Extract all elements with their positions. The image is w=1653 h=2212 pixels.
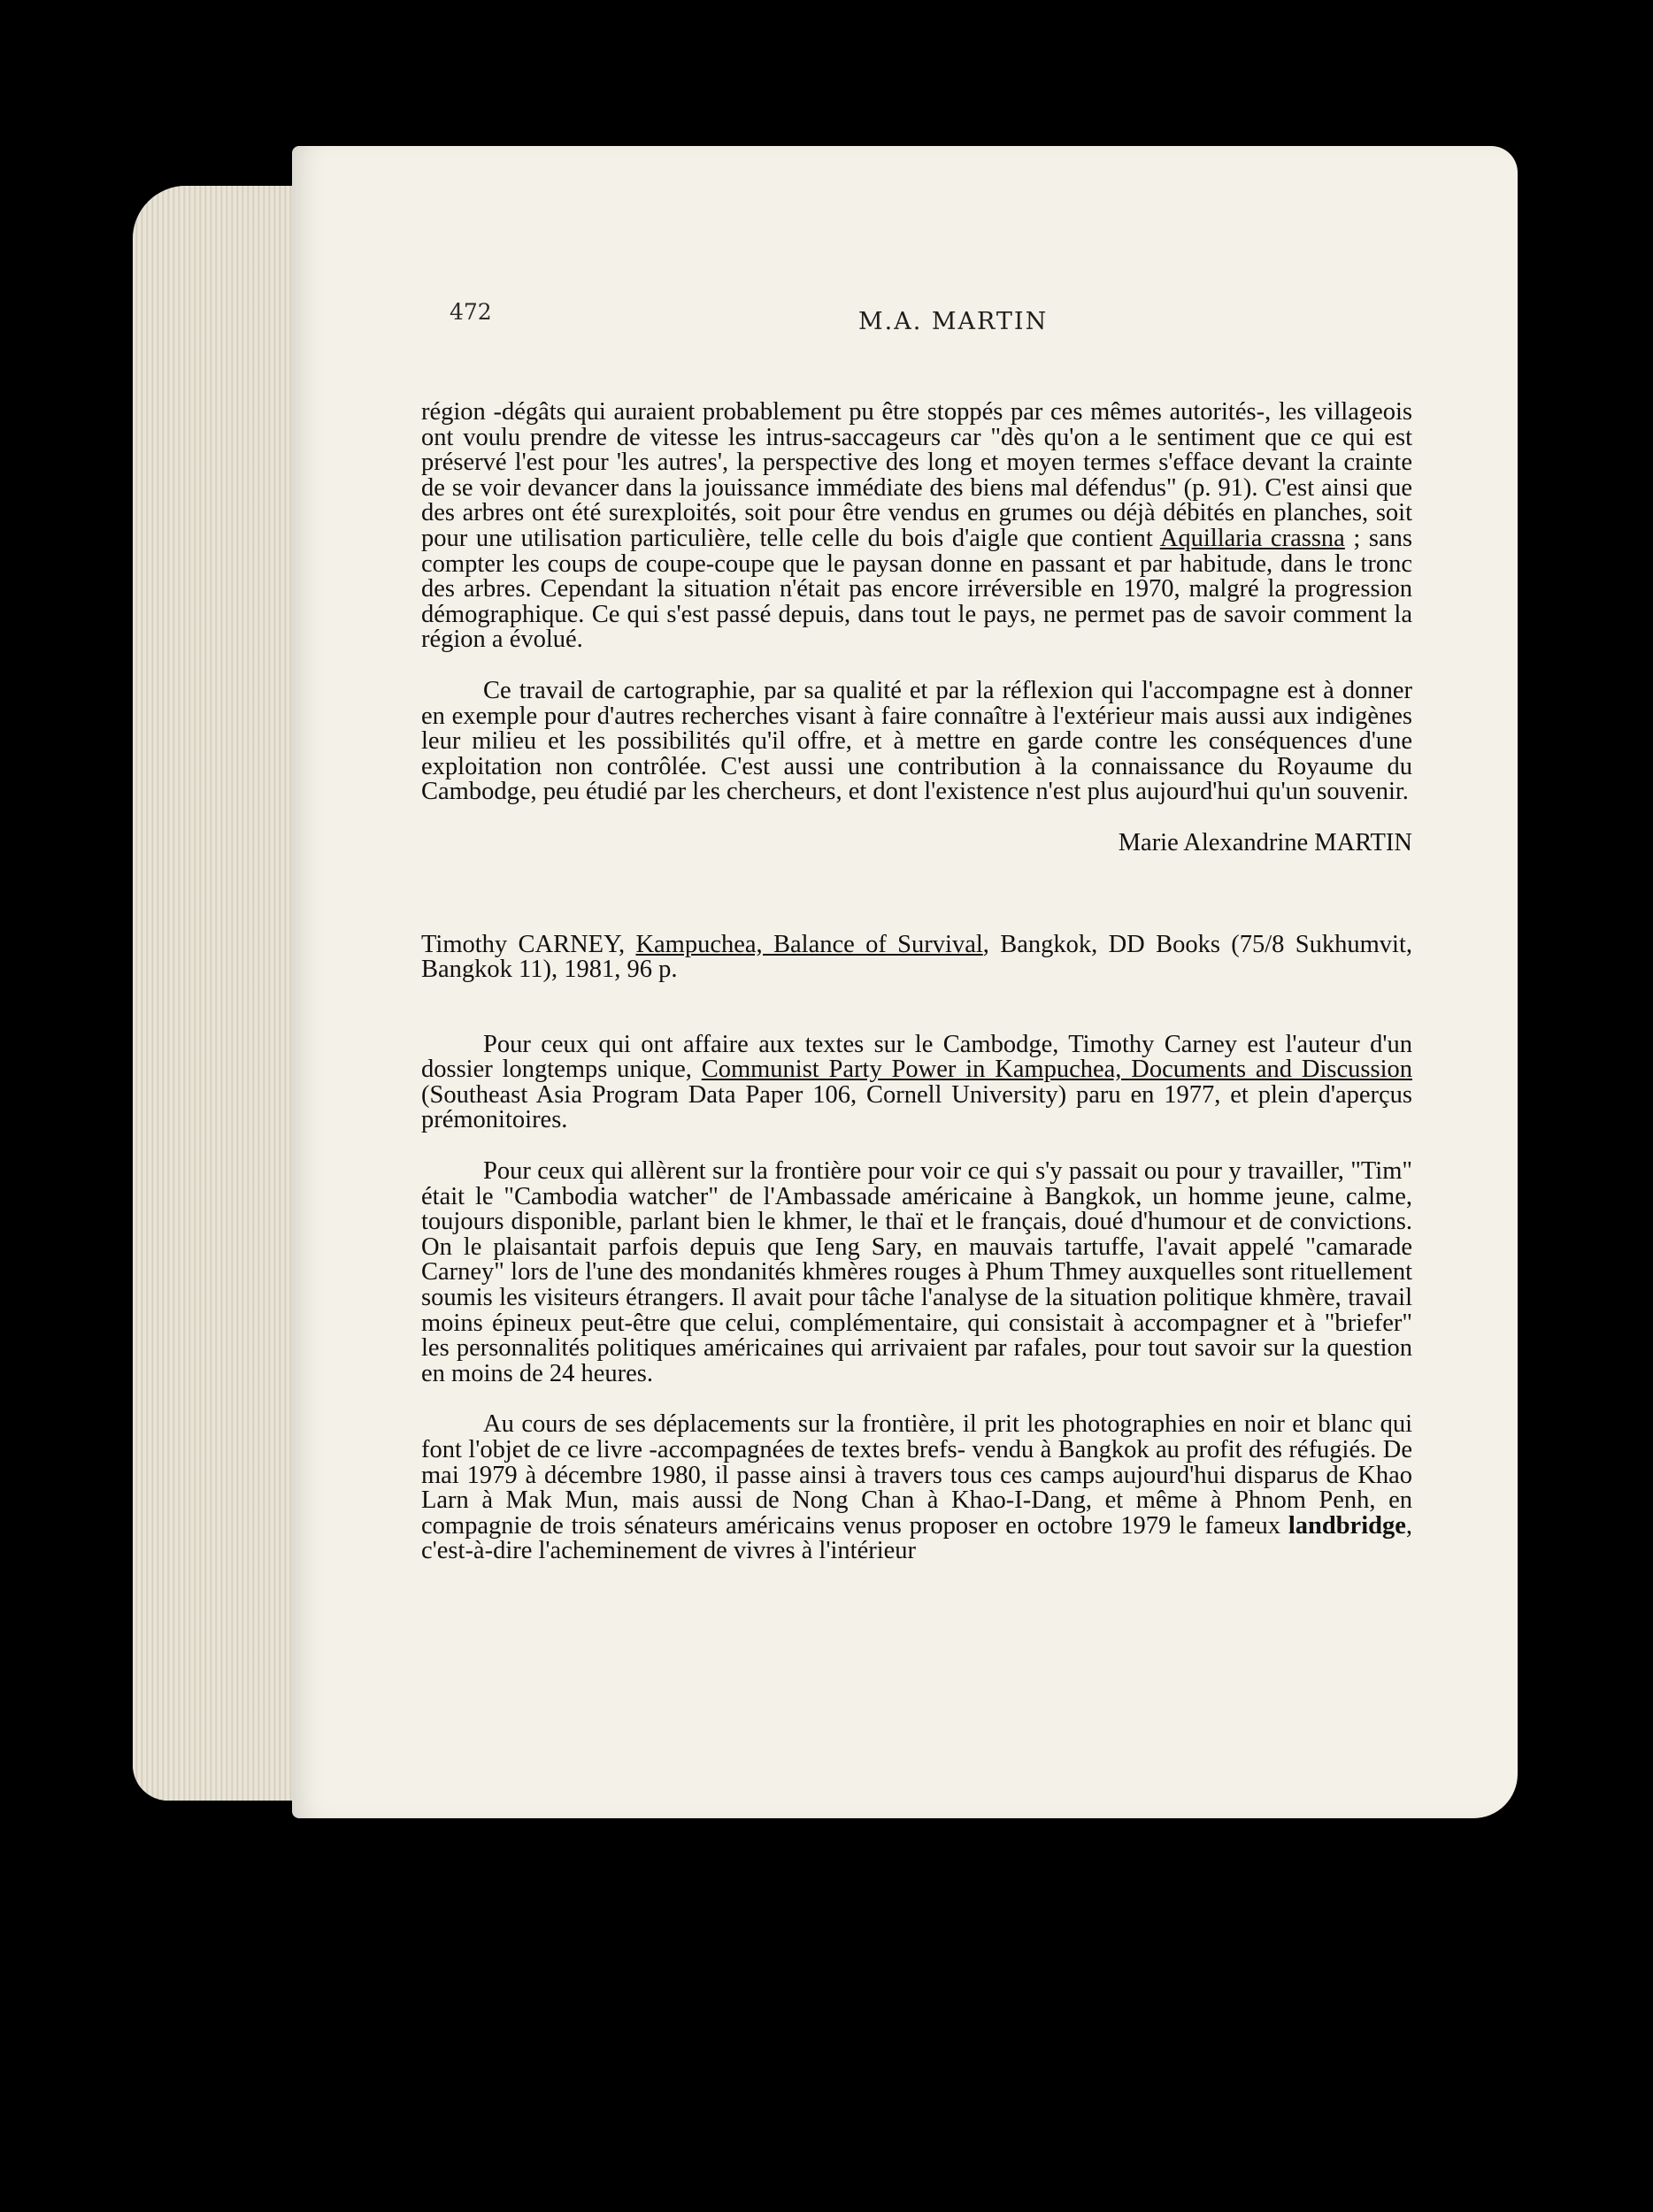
- review-author: Timothy CARNEY,: [421, 930, 636, 958]
- page-edges: [133, 186, 310, 1801]
- review-paragraph-1-end: (Southeast Asia Program Data Paper 106, Cornell University) paru en 1977, et plein d'aperçus prémonitoires.: [421, 1080, 1412, 1134]
- review-paragraph-1-start: Pour ceux qui ont affaire aux textes sur le Cambodge, Timothy Carney est l'auteur d'un dossier longtemps unique,: [421, 1030, 1412, 1084]
- body-paragraph-1-start: région -dégâts qui auraient probablement pu être stoppés par ces mêmes autorités-, les villageois ont voulu prendre de vitesse les intrus-saccageurs car "dès qu'on a le sentiment que ce qui est préservé l'est pour 'les autres', la perspective des long et moyen termes s'efface devant la crainte de se voir devancer dans la jouissance immédiate des biens mal défendus" (p. 91). C'est ainsi que des arbres ont été surexploités, soit pour être vendus en grumes ou déjà débités en planches, soit pour une utilisation particulière, telle celle du bois d'aigle que contient: [421, 398, 1412, 552]
- author-signature: Marie Alexandrine MARTIN: [1118, 828, 1412, 856]
- text-column: [421, 400, 1412, 1564]
- review-paragraph-2: Pour ceux qui allèrent sur la frontière pour voir ce qui s'y passait ou pour y travailler, "Tim" était le "Cambodia watcher" de l'Ambassade américaine à Bangkok, un homme jeune, calme, toujours disponible, parlant bien le khmer, le thaï et le français, doué d'humour et de convictions. On le plaisantait parfois depuis que Ieng Sary, en mauvais tartuffe, l'avait appelé "camarade Carney" lors de l'une des mondanités khmères rouges à Phum Thmey auxquelles sont rituellement soumis les visiteurs étrangers. Il avait pour tâche l'analyse de la situation politique khmère, travail moins épineux peut-être que celui, complémentaire, qui consistait à accompagner et à "briefer" les personnalités politiques américaines qui arrivaient par rafales, pour tout savoir sur la question en moins de 24 heures.: [421, 1157, 1412, 1387]
- page-number: 472: [450, 299, 492, 325]
- review-paragraph-1: [421, 1030, 1412, 1134]
- review-citation: [421, 930, 1412, 984]
- review-book-title: Kampuchea, Balance of Survival: [635, 930, 983, 958]
- body-paragraph-2: Ce travail de cartographie, par sa qualité et par la réflexion qui l'accompagne est à donner en exemple pour d'autres recherches visant à faire connaître à l'extérieur mais aussi aux indigènes leur milieu et les possibilités qu'il offre, et à mettre en garde contre les conséquences d'une exploitation non contrôlée. C'est aussi une contribution à la connaissance du Royaume du Cambodge, peu étudié par les chercheurs, et dont l'existence n'est plus aujourd'hui qu'un souvenir.: [421, 676, 1412, 806]
- running-header: M.A. MARTIN: [858, 308, 1049, 335]
- species-name: Aquillaria crassna: [1159, 524, 1345, 552]
- body-paragraph-1-end: ; sans compter les coups de coupe-coupe que le paysan donne en passant et par habitude, dans le tronc des arbres. Cependant la situation n'était pas encore irréversible en 1970, malgré la progression démographique. Ce qui s'est passé depuis, dans tout le pays, ne permet pas de savoir comment la région a évolué.: [421, 524, 1412, 654]
- review-paragraph-3: [421, 1412, 1412, 1564]
- landbridge-term: landbridge: [1288, 1511, 1406, 1540]
- review-paragraph-3-start: Au cours de ses déplacements sur la frontière, il prit les photographies en noir et blanc qui font l'objet de ce livre -accompagnées de textes brefs- vendu à Bangkok au profit des réfugiés. De mai 1979 à décembre 1980, il passe ainsi à travers tous ces camps aujourd'hui disparus de Khao Larn à Mak Mun, mais aussi de Nong Chan à Khao-I-Dang, et même à Phnom Penh, en compagnie de trois sénateurs américains venus proposer en octobre 1979 le fameux: [421, 1410, 1412, 1540]
- review-paragraph-3-end: , c'est-à-dire l'acheminement de vivres à l'intérieur: [421, 1511, 1412, 1565]
- cited-work-title: Communist Party Power in Kampuchea, Documents and Discussion: [701, 1056, 1412, 1084]
- body-paragraph-1: [421, 400, 1412, 653]
- review-publication: , Bangkok, DD Books (75/8 Sukhumvit, Bangkok 11), 1981, 96 p.: [421, 930, 1412, 984]
